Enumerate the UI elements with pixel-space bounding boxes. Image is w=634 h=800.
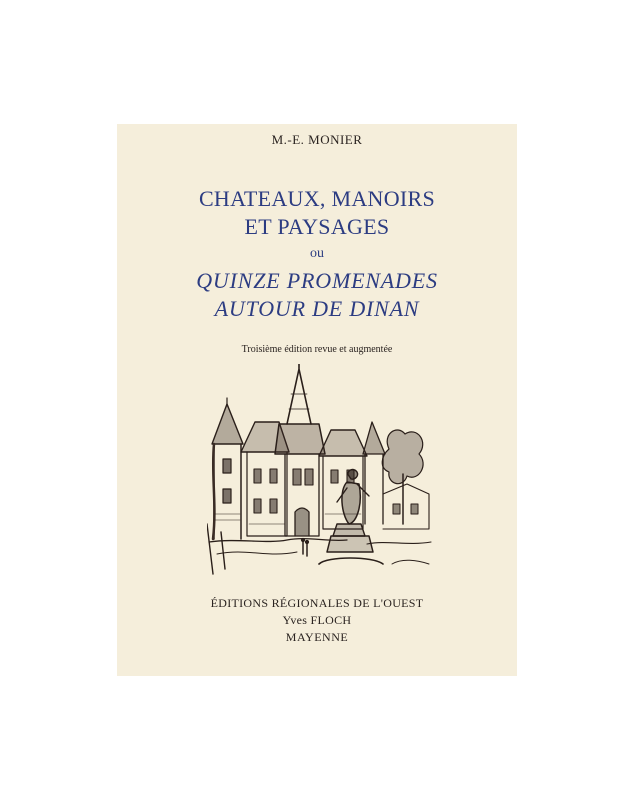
title-line-1: CHATEAUX, MANOIRS xyxy=(198,186,436,211)
subtitle-line-2: AUTOUR DE DINAN xyxy=(214,296,420,321)
publisher-person: Yves FLOCH xyxy=(282,613,352,627)
title-connector: ou xyxy=(310,246,324,261)
author-name: M.-E. MONIER xyxy=(271,132,363,147)
title-line-2: ET PAYSAGES xyxy=(244,214,390,239)
subtitle-line-1: QUINZE PROMENADES xyxy=(196,268,438,293)
chateau-sketch-illustration xyxy=(207,364,432,579)
book-cover xyxy=(117,124,517,676)
publisher-name: ÉDITIONS RÉGIONALES DE L'OUEST xyxy=(210,596,424,610)
edition-note: Troisième édition revue et augmentée xyxy=(241,344,393,355)
publisher-city: MAYENNE xyxy=(285,630,349,644)
